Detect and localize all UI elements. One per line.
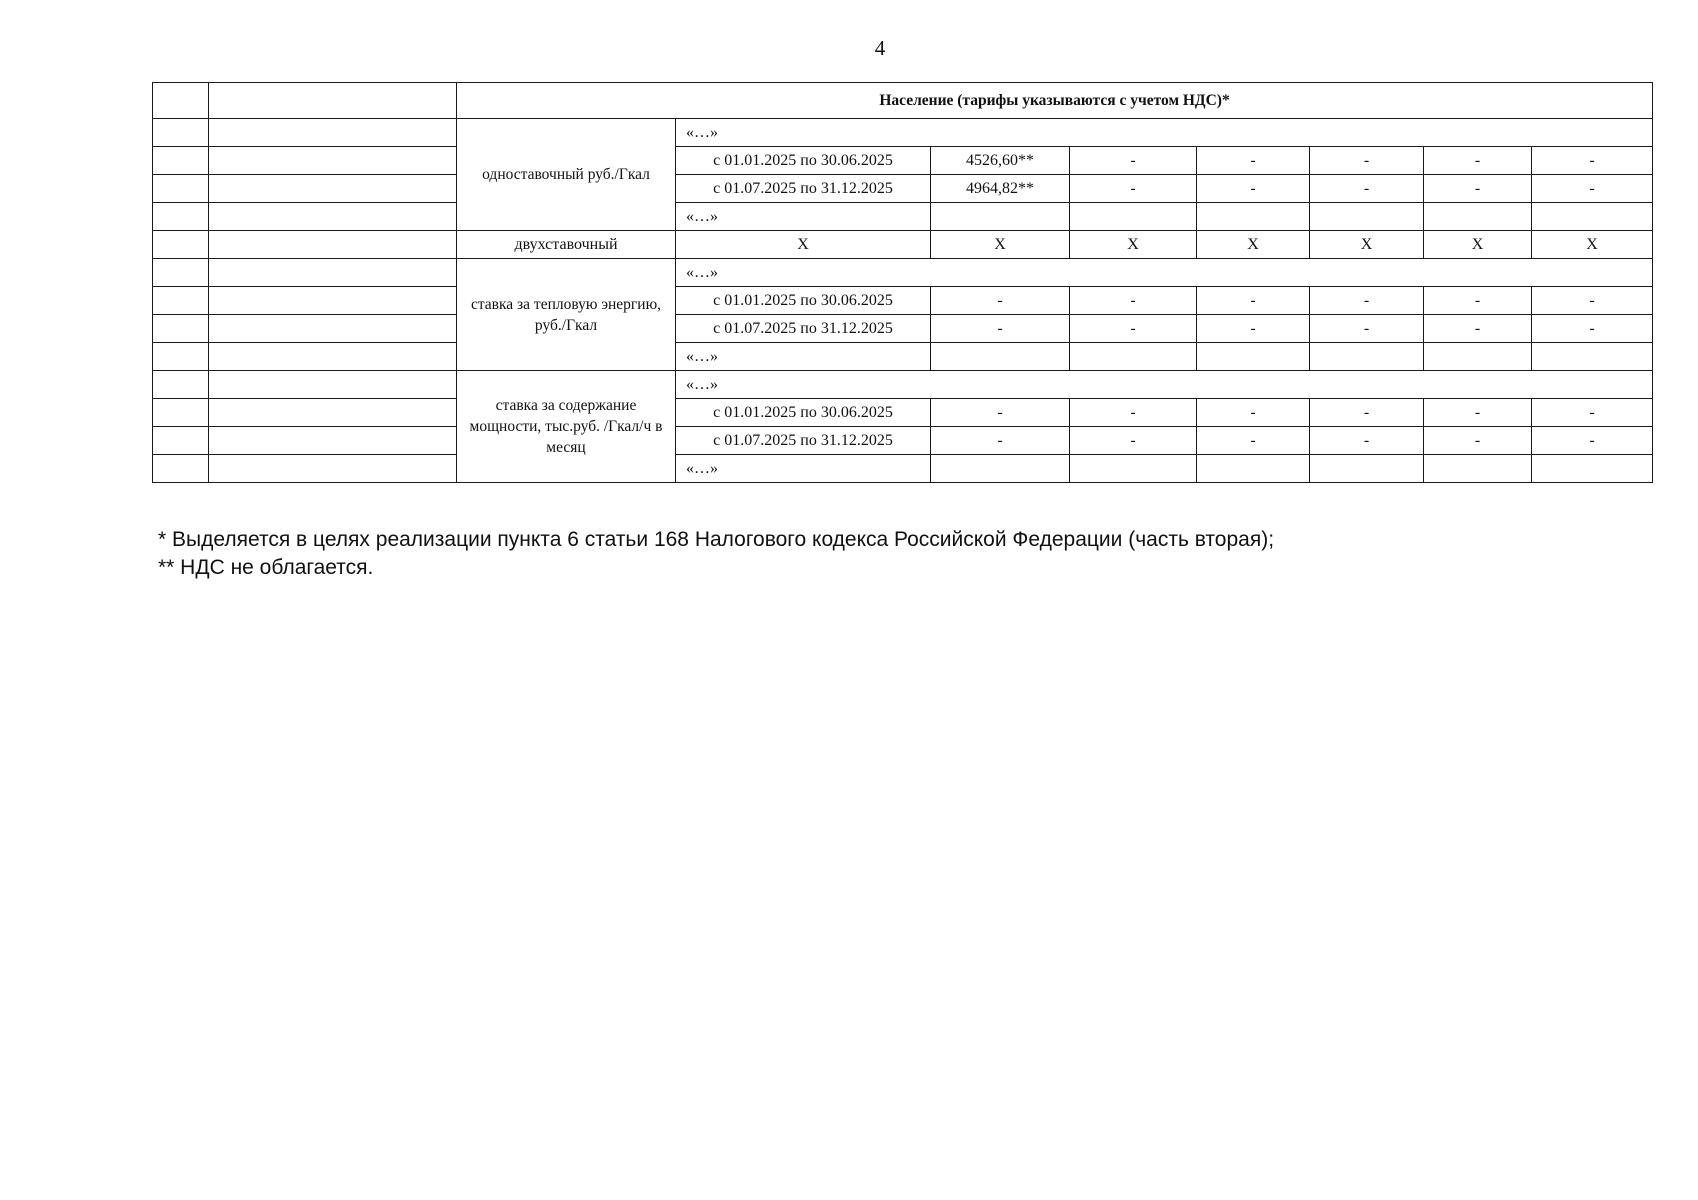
period-cell: с 01.01.2025 по 30.06.2025 bbox=[676, 399, 931, 427]
value-cell: - bbox=[1532, 315, 1653, 343]
ellipsis-cell: «…» bbox=[676, 343, 931, 371]
value-cell: - bbox=[1197, 147, 1310, 175]
table-row bbox=[153, 83, 1653, 119]
value-cell: - bbox=[1070, 427, 1197, 455]
empty-cell bbox=[209, 147, 457, 175]
value-cell: - bbox=[1310, 175, 1424, 203]
value-cell: - bbox=[1197, 399, 1310, 427]
value-cell: - bbox=[1197, 287, 1310, 315]
table-row bbox=[153, 399, 1653, 427]
empty-cell bbox=[209, 231, 457, 259]
empty-cell bbox=[1532, 203, 1653, 231]
value-cell: - bbox=[1532, 427, 1653, 455]
empty-cell bbox=[153, 231, 209, 259]
empty-cell bbox=[1424, 455, 1532, 483]
table-row bbox=[153, 231, 1653, 259]
x-cell: X bbox=[931, 231, 1070, 259]
empty-cell bbox=[1197, 203, 1310, 231]
value-cell: - bbox=[931, 287, 1070, 315]
ellipsis-cell: «…» bbox=[676, 455, 931, 483]
value-cell: - bbox=[1424, 287, 1532, 315]
ellipsis-cell: «…» bbox=[676, 203, 931, 231]
table-row bbox=[153, 175, 1653, 203]
value-cell: - bbox=[1070, 399, 1197, 427]
empty-cell bbox=[1070, 203, 1197, 231]
empty-cell bbox=[153, 371, 209, 399]
period-cell: с 01.07.2025 по 31.12.2025 bbox=[676, 175, 931, 203]
page-number: 4 bbox=[874, 36, 886, 60]
x-cell: X bbox=[1424, 231, 1532, 259]
capacity-rate-label: ставка за содержание мощности, тыс.руб. /Гкал/ч в месяц bbox=[457, 371, 676, 483]
table-row bbox=[153, 119, 1653, 147]
value-cell: - bbox=[1424, 399, 1532, 427]
value-cell: - bbox=[1532, 287, 1653, 315]
empty-cell bbox=[209, 315, 457, 343]
empty-cell bbox=[209, 203, 457, 231]
value-cell: - bbox=[1310, 147, 1424, 175]
empty-cell bbox=[1532, 455, 1653, 483]
empty-cell bbox=[153, 119, 209, 147]
value-cell: - bbox=[931, 427, 1070, 455]
ellipsis-cell: «…» bbox=[676, 371, 1653, 399]
value-cell: 4964,82** bbox=[931, 175, 1070, 203]
value-cell: - bbox=[931, 399, 1070, 427]
two-rate-label: двухставочный bbox=[457, 231, 676, 259]
x-cell: X bbox=[1070, 231, 1197, 259]
period-cell: с 01.01.2025 по 30.06.2025 bbox=[676, 147, 931, 175]
empty-cell bbox=[1532, 343, 1653, 371]
empty-cell bbox=[1197, 455, 1310, 483]
x-cell: X bbox=[1532, 231, 1653, 259]
empty-cell bbox=[209, 83, 457, 119]
table-row bbox=[153, 203, 1653, 231]
empty-cell bbox=[1310, 203, 1424, 231]
empty-cell bbox=[153, 455, 209, 483]
ellipsis-cell: «…» bbox=[676, 119, 1653, 147]
value-cell: - bbox=[1532, 399, 1653, 427]
single-rate-label: одноставочный руб./Гкал bbox=[457, 119, 676, 231]
empty-cell bbox=[1070, 455, 1197, 483]
table-row bbox=[153, 315, 1653, 343]
table-row bbox=[153, 259, 1653, 287]
empty-cell bbox=[1197, 343, 1310, 371]
table-row bbox=[153, 287, 1653, 315]
empty-cell bbox=[931, 455, 1070, 483]
footnotes bbox=[158, 526, 1274, 582]
value-cell: - bbox=[1532, 147, 1653, 175]
empty-cell bbox=[153, 427, 209, 455]
tariff-table bbox=[152, 82, 1653, 483]
value-cell: - bbox=[1424, 315, 1532, 343]
value-cell: - bbox=[1197, 175, 1310, 203]
table-row bbox=[153, 371, 1653, 399]
empty-cell bbox=[209, 287, 457, 315]
empty-cell bbox=[153, 315, 209, 343]
value-cell: - bbox=[1070, 147, 1197, 175]
empty-cell bbox=[153, 287, 209, 315]
value-cell: - bbox=[1424, 175, 1532, 203]
empty-cell bbox=[1310, 455, 1424, 483]
x-cell: X bbox=[676, 231, 931, 259]
empty-cell bbox=[931, 343, 1070, 371]
value-cell: - bbox=[1424, 147, 1532, 175]
period-cell: с 01.01.2025 по 30.06.2025 bbox=[676, 287, 931, 315]
x-cell: X bbox=[1310, 231, 1424, 259]
x-cell: X bbox=[1197, 231, 1310, 259]
footnote-vat-allocated: * Выделяется в целях реализации пункта 6 статьи 168 Налогового кодекса Российской Федерации (часть вторая); bbox=[158, 528, 1275, 551]
group-header: Население (тарифы указываются с учетом НДС)* bbox=[457, 83, 1653, 119]
empty-cell bbox=[153, 83, 209, 119]
table-row bbox=[153, 147, 1653, 175]
value-cell: - bbox=[1197, 315, 1310, 343]
value-cell: - bbox=[1070, 287, 1197, 315]
empty-cell bbox=[1310, 343, 1424, 371]
period-cell: с 01.07.2025 по 31.12.2025 bbox=[676, 427, 931, 455]
value-cell: - bbox=[931, 315, 1070, 343]
ellipsis-cell: «…» bbox=[676, 259, 1653, 287]
value-cell: - bbox=[1310, 399, 1424, 427]
heat-energy-rate-label: ставка за тепловую энергию, руб./Гкал bbox=[457, 259, 676, 371]
value-cell: - bbox=[1310, 315, 1424, 343]
empty-cell bbox=[153, 399, 209, 427]
table-row bbox=[153, 455, 1653, 483]
empty-cell bbox=[209, 175, 457, 203]
empty-cell bbox=[1424, 203, 1532, 231]
empty-cell bbox=[153, 203, 209, 231]
value-cell: - bbox=[1532, 175, 1653, 203]
empty-cell bbox=[153, 343, 209, 371]
value-cell: - bbox=[1310, 427, 1424, 455]
empty-cell bbox=[153, 175, 209, 203]
empty-cell bbox=[209, 119, 457, 147]
footnote-vat-exempt: ** НДС не облагается. bbox=[158, 556, 374, 579]
value-cell: 4526,60** bbox=[931, 147, 1070, 175]
value-cell: - bbox=[1197, 427, 1310, 455]
table-row bbox=[153, 427, 1653, 455]
empty-cell bbox=[153, 147, 209, 175]
empty-cell bbox=[209, 343, 457, 371]
empty-cell bbox=[209, 455, 457, 483]
value-cell: - bbox=[1424, 427, 1532, 455]
empty-cell bbox=[209, 427, 457, 455]
table-row bbox=[153, 343, 1653, 371]
empty-cell bbox=[209, 371, 457, 399]
empty-cell bbox=[153, 259, 209, 287]
empty-cell bbox=[1070, 343, 1197, 371]
period-cell: с 01.07.2025 по 31.12.2025 bbox=[676, 315, 931, 343]
empty-cell bbox=[1424, 343, 1532, 371]
value-cell: - bbox=[1070, 315, 1197, 343]
empty-cell bbox=[209, 259, 457, 287]
empty-cell bbox=[931, 203, 1070, 231]
empty-cell bbox=[209, 399, 457, 427]
value-cell: - bbox=[1310, 287, 1424, 315]
value-cell: - bbox=[1070, 175, 1197, 203]
